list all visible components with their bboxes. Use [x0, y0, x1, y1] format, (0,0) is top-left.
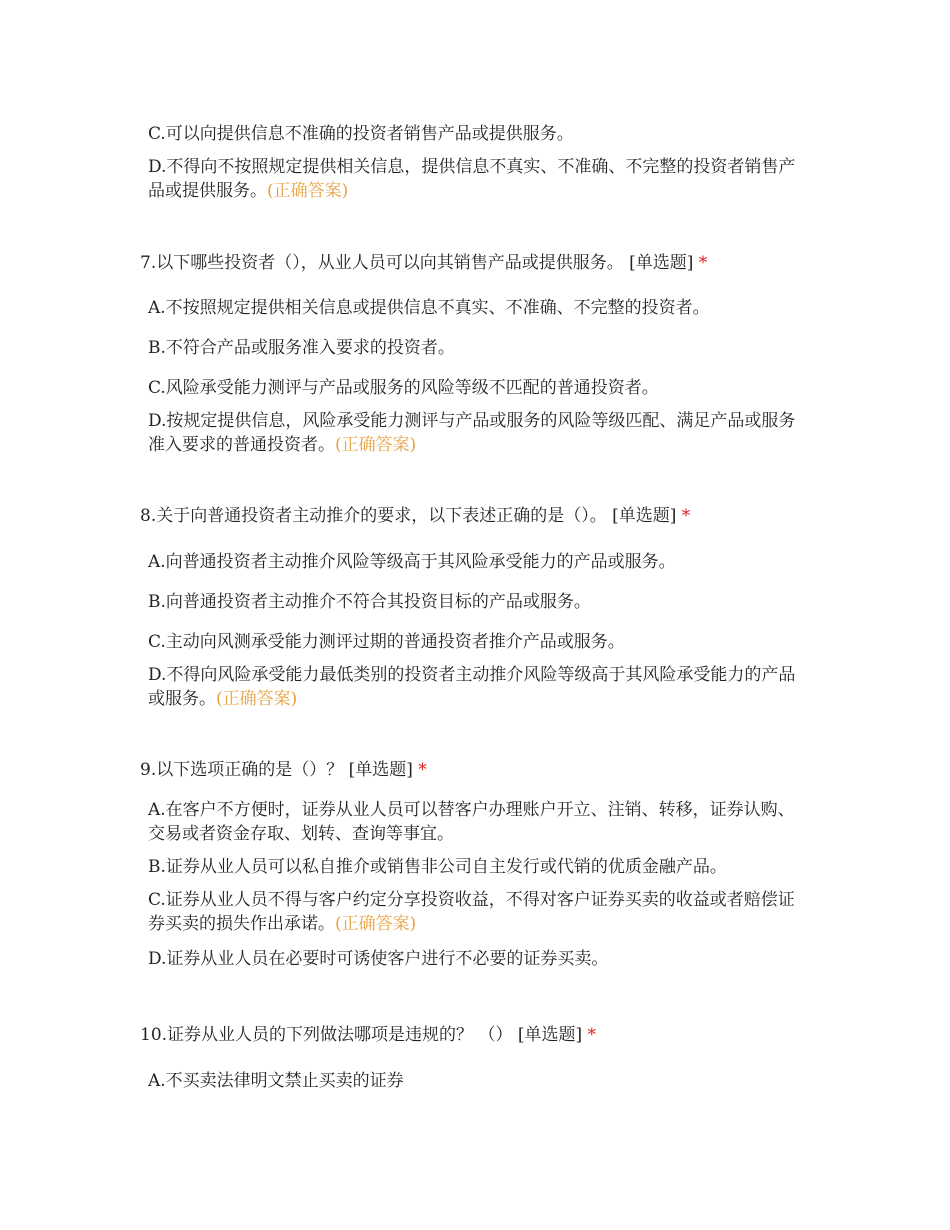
q10-option-a[interactable]	[148, 1069, 808, 1093]
q9-title-text: 9.以下选项正确的是（）？ [单选题]	[140, 760, 413, 780]
q9-option-b[interactable]	[148, 855, 808, 879]
q8-option-a[interactable]	[148, 550, 808, 574]
q7-option-c[interactable]	[148, 376, 808, 400]
q7-option-d-text: D.按规定提供信息，风险承受能力测评与产品或服务的风险等级匹配、满足产品或服务准入要求的普通投资者。	[148, 411, 796, 455]
required-star: *	[698, 253, 708, 273]
q9-option-a[interactable]	[148, 798, 808, 846]
q6-option-c-text: C.可以向提供信息不准确的投资者销售产品或提供服务。	[148, 124, 574, 144]
correct-answer-label: (正确答案)	[216, 689, 298, 709]
q8-option-d-text: D.不得向风险承受能力最低类别的投资者主动推介风险等级高于其风险承受能力的产品或服务。	[148, 665, 796, 709]
q7-option-b-text: B.不符合产品或服务准入要求的投资者。	[148, 338, 455, 358]
q7-option-c-text: C.风险承受能力测评与产品或服务的风险等级不匹配的普通投资者。	[148, 378, 659, 398]
q9-title	[140, 758, 840, 782]
q9-option-d-text: D.证券从业人员在必要时可诱使客户进行不必要的证券买卖。	[148, 949, 609, 969]
q7-option-a[interactable]	[148, 296, 808, 320]
q8-option-d[interactable]	[148, 663, 808, 711]
q10-title-text: 10.证券从业人员的下列做法哪项是违规的？ （） [单选题]	[140, 1025, 583, 1045]
required-star: *	[587, 1025, 597, 1045]
correct-answer-label: (正确答案)	[335, 435, 417, 455]
q7-option-d[interactable]	[148, 409, 808, 457]
q8-option-c[interactable]	[148, 630, 808, 654]
q8-option-c-text: C.主动向风测承受能力测评过期的普通投资者推介产品或服务。	[148, 632, 625, 652]
correct-answer-label: (正确答案)	[267, 181, 349, 201]
q8-option-b[interactable]	[148, 590, 808, 614]
q10-option-a-text: A.不买卖法律明文禁止买卖的证券	[148, 1071, 404, 1091]
q7-title-text: 7.以下哪些投资者（），从业人员可以向其销售产品或提供服务。 [单选题]	[140, 253, 694, 273]
q7-title	[140, 251, 840, 275]
correct-answer-label: (正确答案)	[335, 914, 417, 934]
q8-title	[140, 504, 840, 528]
q6-option-d-text: D.不得向不按照规定提供相关信息，提供信息不真实、不准确、不完整的投资者销售产品或提供服务。	[148, 157, 796, 201]
q8-option-a-text: A.向普通投资者主动推介风险等级高于其风险承受能力的产品或服务。	[148, 552, 676, 572]
q9-option-b-text: B.证券从业人员可以私自推介或销售非公司自主发行或代销的优质金融产品。	[148, 857, 727, 877]
q8-option-b-text: B.向普通投资者主动推介不符合其投资目标的产品或服务。	[148, 592, 591, 612]
q9-option-c[interactable]	[148, 888, 808, 936]
q7-option-b[interactable]	[148, 336, 808, 360]
required-star: *	[418, 760, 427, 780]
q9-option-a-text: A.在客户不方便时，证券从业人员可以替客户办理账户开立、注销、转移，证券认购、交易或者资金存取、划转、查询等事宜。	[148, 800, 795, 844]
q6-option-c[interactable]	[148, 122, 808, 146]
q8-title-text: 8.关于向普通投资者主动推介的要求，以下表述正确的是（）。 [单选题]	[140, 506, 677, 526]
q9-option-c-text: C.证券从业人员不得与客户约定分享投资收益，不得对客户证券买卖的收益或者赔偿证券买卖的损失作出承诺。	[148, 890, 795, 934]
q10-title	[140, 1023, 840, 1047]
q6-option-d[interactable]	[148, 155, 808, 203]
required-star: *	[681, 506, 691, 526]
q7-option-a-text: A.不按照规定提供相关信息或提供信息不真实、不准确、不完整的投资者。	[148, 298, 710, 318]
q9-option-d[interactable]	[148, 947, 808, 971]
